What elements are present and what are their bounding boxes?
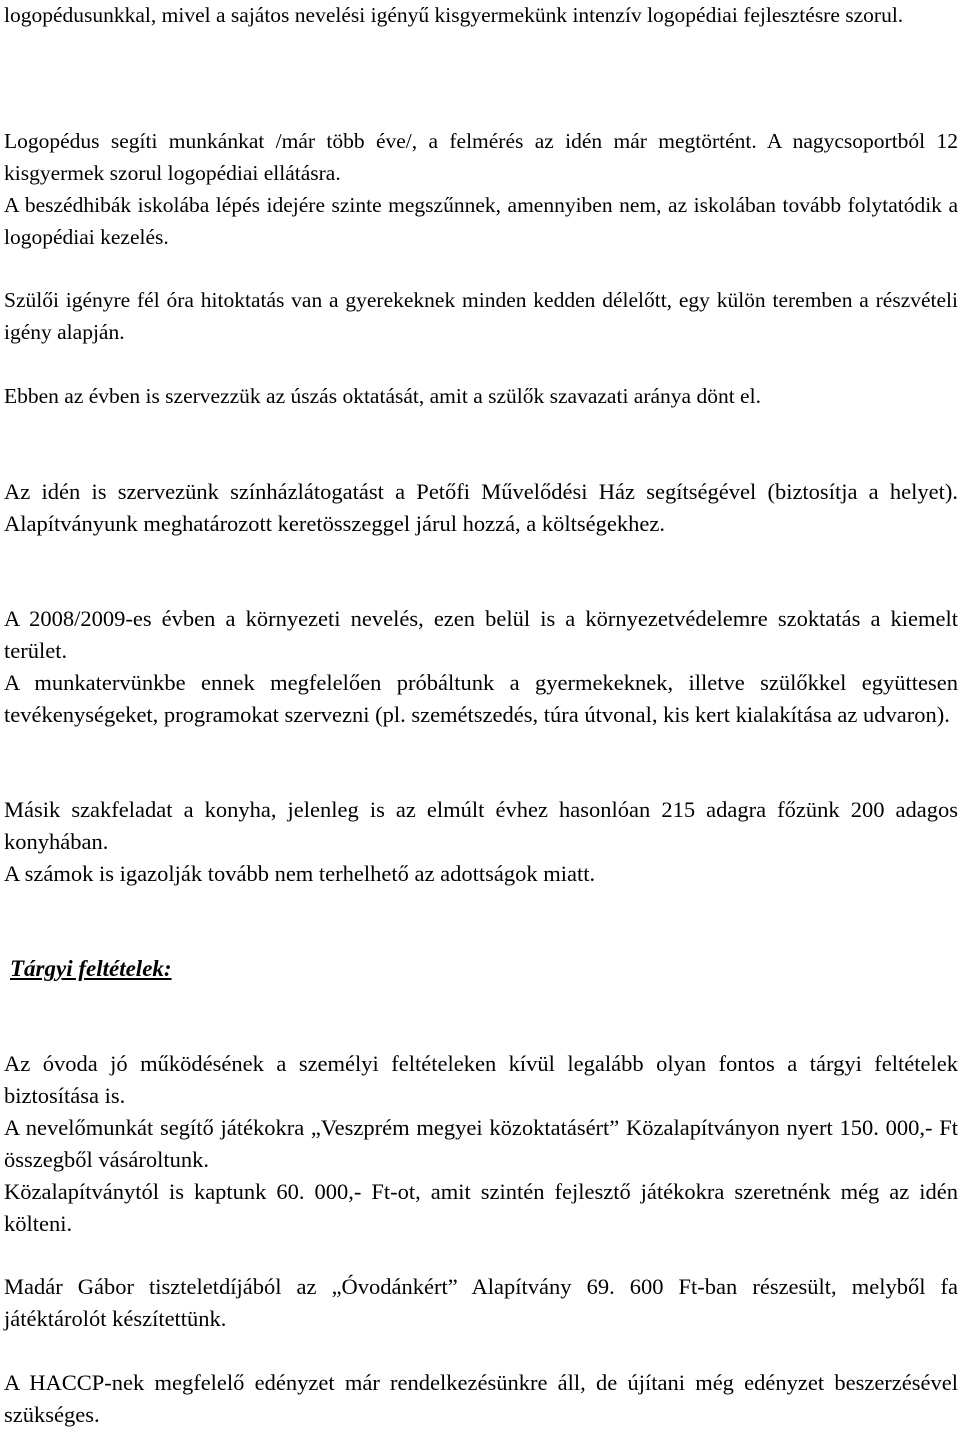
paragraph-toys-foundation: A nevelőmunkát segítő játékokra „Veszprém megyei közoktatásért” Közalapítványon nyert 150. 000,- Ft összegből vásároltunk. — [4, 1115, 958, 1172]
paragraph-numbers: A számok is igazolják tovább nem terhelhető az adottságok miatt. — [4, 861, 596, 886]
paragraph-theatre-visits: Az idén is szervezünk színházlátogatást a Petőfi Művelődési Ház segítségével (biztosítja a helyet). Alapítványunk meghatározott keretösszeggel járul hozzá, a költségekhez. — [4, 479, 958, 536]
paragraph-swimming-lessons: Ebben az évben is szervezzük az úszás oktatását, amit a szülők szavazati aránya dönt el. — [4, 384, 761, 408]
paragraph-honorarium: Madár Gábor tiszteletdíjából az „Óvodánkért” Alapítvány 69. 600 Ft-ban részesült, melyből fa játéktárolót készítettünk. — [4, 1274, 958, 1331]
paragraph-kitchen: Másik szakfeladat a konyha, jelenleg is az elmúlt évhez hasonlóan 215 adagra főzünk 200 adagos konyhában. — [4, 797, 958, 854]
paragraph-speech-defects: A beszédhibák iskolába lépés idejére szinte megszűnnek, amennyiben nem, az iskolában tovább folytatódik a logopédiai kezelés. — [4, 193, 958, 249]
paragraph-public-foundation: Közalapítványtól is kaptunk 60. 000,- Ft-ot, amit szintén fejlesztő játékokra szeretnénk még az idén költeni. — [4, 1179, 958, 1236]
paragraph-religious-education: Szülői igényre fél óra hitoktatás van a gyerekeknek minden kedden délelőtt, egy külön teremben a részvételi igény alapján. — [4, 288, 958, 344]
paragraph-environmental-education: A 2008/2009-es évben a környezeti nevelés, ezen belül is a környezetvédelemre szoktatás a kiemelt terület. — [4, 606, 958, 663]
paragraph-haccp: A HACCP-nek megfelelő edényzet már rendelkezésünkre áll, de újítani még edényzet beszerzésével szükséges. — [4, 1370, 958, 1427]
paragraph-material-conditions: Az óvoda jó működésének a személyi feltételeken kívül legalább olyan fontos a tárgyi feltételek biztosítása is. — [4, 1051, 958, 1108]
paragraph-speech-therapist-intro: logopédusunkkal, mivel a sajátos nevelési igényű kisgyermekünk intenzív logopédiai fejlesztésre szorul. — [4, 3, 904, 27]
section-heading: Tárgyi feltételek: — [10, 956, 172, 981]
paragraph-speech-therapist-help: Logopédus segíti munkánkat /már több éve/, a felmérés az idén már megtörtént. A nagycsoportból 12 kisgyermek szorul logopédiai ellátásra. — [4, 129, 958, 185]
paragraph-work-plan: A munkatervünkbe ennek megfelelően próbáltunk a gyermekeknek, illetve szülőkkel együttesen tevékenységeket, programokat szervezni (pl. szemétszedés, túra útvonal, kis kert kialakítása az udvaron). — [4, 670, 958, 727]
